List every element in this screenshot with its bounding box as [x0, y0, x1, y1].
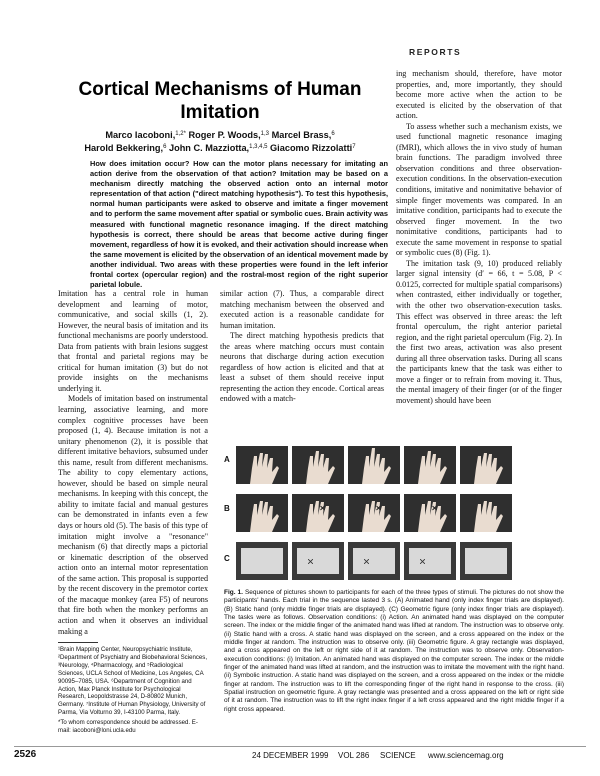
- paragraph: Models of imitation based on instrumental learning, associative learning, and more complex cognitive processes have been proposed (1, 4). Because imitation is not a unitary phenomenon (2), it is possible that different imitative behaviors, subsumed under this name, result from different mechanisms. The ability to copy elementary actions, however, should be based on simple neural mechanisms. In keeping with this concept, the ability to imitate facial and manual gestures can be demonstrated in infants even a few days or hours old (5). The basis of this type of imitation might involve a "resonance" mechanism (6) that directly maps a pictorial or kinematic description of the observed action onto an internal motor representation of the same action. This proposal is supported by the recent discovery in the premotor cortex of the macaque monkey (area F5) of neurons that fire both when the monkey performs an action and when it observes an individual making a: [58, 394, 208, 636]
- affiliations-footnote: ¹Brain Mapping Center, Neuropsychiatric Institute, ²Department of Psychiatry and Biobehavioral Sciences, ³Neurology, ⁴Pharmacology, and ⁵Radiological Sciences, UCLA School of Medicine, Los Angeles, CA 90095–7085, USA. ⁶Department of Cognition and Action, Max Planck Institute for Psychological Research, Leopoldstrasse 24, D-80802 Munich, Germany. ⁷Institute of Human Physiology, University of Parma, Via Volturno 39, I-43100 Parma, Italy.: [58, 646, 208, 717]
- hand-image: [404, 494, 456, 532]
- author-list: [50, 129, 390, 155]
- body-column-2: [220, 289, 384, 405]
- author-name: Marcel Brass,: [271, 130, 332, 140]
- figure-1: [224, 446, 564, 580]
- rectangle-image: [292, 542, 344, 580]
- figure-caption: [224, 589, 564, 714]
- correspondence-footnote: *To whom correspondence should be addressed. E-mail: iacoboni@loni.ucla.edu: [58, 719, 198, 735]
- section-label: REPORTS: [409, 47, 462, 57]
- footer-rule: [14, 746, 586, 747]
- page-number: 2526: [14, 749, 37, 760]
- rectangle-image: [404, 542, 456, 580]
- hand-image: [236, 446, 288, 484]
- hand-image: [404, 446, 456, 484]
- paragraph: The direct matching hypothesis predicts that the areas where matching occurs must contain neurons that discharge during action execution regardless of how action is elicited and that at least a subset of them should receive input representing the action they encode. Cortical areas endowed with a match-: [220, 331, 384, 404]
- issue-date: 24 DECEMBER 1999: [252, 751, 329, 760]
- footnote-divider: [58, 642, 98, 643]
- row-label-c: C: [224, 554, 230, 563]
- row-label-b: B: [224, 504, 230, 513]
- hand-image: [292, 446, 344, 484]
- author-affiliation: 1,3: [260, 131, 270, 137]
- journal-url[interactable]: www.sciencemag.org: [428, 751, 504, 760]
- caption-text: Sequence of pictures shown to participants for each of the three types of stimuli. The pictures do not show the participants' hands. Each trial in the sequence lasted 3 s. (A) Animated hand (only index finger trials are displayed). (B) Static hand (only middle finger trials are displayed). (C) Geometric figure (only index finger trials are displayed). The tasks were as follows. Observation conditions: (i) Action. An animated hand was displayed on the computer screen. The index or the middle finger of the animated hand was lifted at random. The instruction was to observe only. (ii) Static hand with a cross. A static hand was displayed on the screen, and a cross appeared on the index or the middle finger at random. The instruction was to observe only. (iii) Geometric figure. A gray rectangle was displayed, and a cross appeared on the left or right side of it at random. The instruction was to observe only. Observation-execution conditions: (i) Imitation. An animated hand was displayed on the computer screen. The index or the middle finger of the animated hand was lifted at random, and the instruction was to imitate the movement with the right hand. (ii) Symbolic instruction. A static hand was displayed on the screen, and a cross appeared on the index or the middle finger at random. The instruction was to lift the corresponding finger of the right hand in response to the cross. (iii) Spatial instruction on geometric figure. A gray rectangle was presented and a cross appeared on the left or right side of it at random. The instruction was to lift the right index finger if a left cross appeared and the right middle finger if a right cross appeared.: [224, 589, 565, 713]
- hand-image: [292, 494, 344, 532]
- author-affiliation: 1,2*: [175, 131, 186, 137]
- rectangle-image: [460, 542, 512, 580]
- hand-image: [460, 446, 512, 484]
- paragraph: ing mechanism should, therefore, have motor properties, and, more importantly, they should become more active when the action to be executed is elicited by the observation of that action.: [396, 69, 562, 121]
- hand-image: [348, 446, 400, 484]
- author-affiliation: 6: [331, 131, 335, 137]
- article-title: Cortical Mechanisms of Human Imitation: [78, 79, 362, 123]
- hand-image: [236, 494, 288, 532]
- volume: VOL 286: [338, 751, 370, 760]
- body-column-1: [58, 289, 208, 637]
- footnotes: [58, 646, 208, 737]
- abstract: How does imitation occur? How can the motor plans necessary for imitating an action derive from the observation of that action? Imitation may be based on a mechanism directly matching the observed action onto an internal motor representation of that action ("direct matching hypothesis"). To test this hypothesis, normal human participants were asked to observe and imitate a finger movement and to perform the same movement after spatial or symbolic cues. Brain activity was measured with functional magnetic resonance imaging. If the direct matching hypothesis is correct, there should be areas that become active during finger movement, regardless of how it is evoked, and their activation should increase when the same movement is elicited by the observation of an identical movement made by another individual. Two areas with these properties were found in the left inferior frontal cortex (opercular region) and the rostral-most region of the right superior parietal lobule.: [90, 159, 388, 290]
- row-label-a: A: [224, 455, 230, 464]
- author-affiliation: 6: [163, 144, 167, 150]
- rectangle-image: [236, 542, 288, 580]
- author-name: Marco Iacoboni,: [105, 130, 176, 140]
- paragraph: The imitation task (9, 10) produced reliably larger signal intensity (d′ = 66, t = 5.08, P < 0.0125, corrected for multiple spatial comparisons) when contrasted, either individually or together, with the other two observation-execution tasks. This effect was observed in three areas: the left frontal operculum, the right anterior parietal region, and the right parietal operculum (Fig. 2). In the first two areas, activation was also present during all three observation tasks. During all scans the participants knew that the task was either to move a finger or to refrain from moving it. Thus, the mental imagery of their finger (or of the finger movement) should have been: [396, 258, 562, 405]
- author-name: John C. Mazziotta,: [168, 143, 250, 153]
- author-affiliation: 7: [352, 144, 356, 150]
- caption-label: Fig. 1.: [224, 589, 243, 596]
- paragraph: Imitation has a central role in human development and learning of motor, communicative, and social skills (1, 2). However, the neural basis of imitation and its functional mechanisms are poorly understood. Data from patients with brain lesions suggest that frontal and parietal regions may be critical for human imitation (3) but do not provide insights on the mechanisms underlying it.: [58, 289, 208, 393]
- author-name: Giacomo Rizzolatti: [270, 143, 353, 153]
- body-column-3: [396, 69, 562, 407]
- author-name: Roger P. Woods,: [188, 130, 261, 140]
- paragraph: To assess whether such a mechanism exists, we used functional magnetic resonance imaging (fMRI), which allows the in vivo study of human brain functions. The paradigm involved three observation conditions and three observation-execution conditions. In the observation-execution conditions, imitative and nonimitative behavior of simple finger movements was compared. In an imitative condition, participants had to execute the observed finger movement. In the two nonimitative conditions, participants had to execute the same movement in response to spatial or symbolic cues (8) (Fig. 1).: [396, 121, 562, 258]
- author-affiliation: 1,3,4,5: [249, 144, 268, 150]
- paragraph: similar action (7). Thus, a comparable direct matching mechanism between the observed and executed action is a reasonable candidate for human imitation.: [220, 289, 384, 330]
- author-name: Harold Bekkering,: [84, 143, 164, 153]
- hand-image: [348, 494, 400, 532]
- journal-name: SCIENCE: [380, 751, 416, 760]
- rectangle-image: [348, 542, 400, 580]
- hand-image: [460, 494, 512, 532]
